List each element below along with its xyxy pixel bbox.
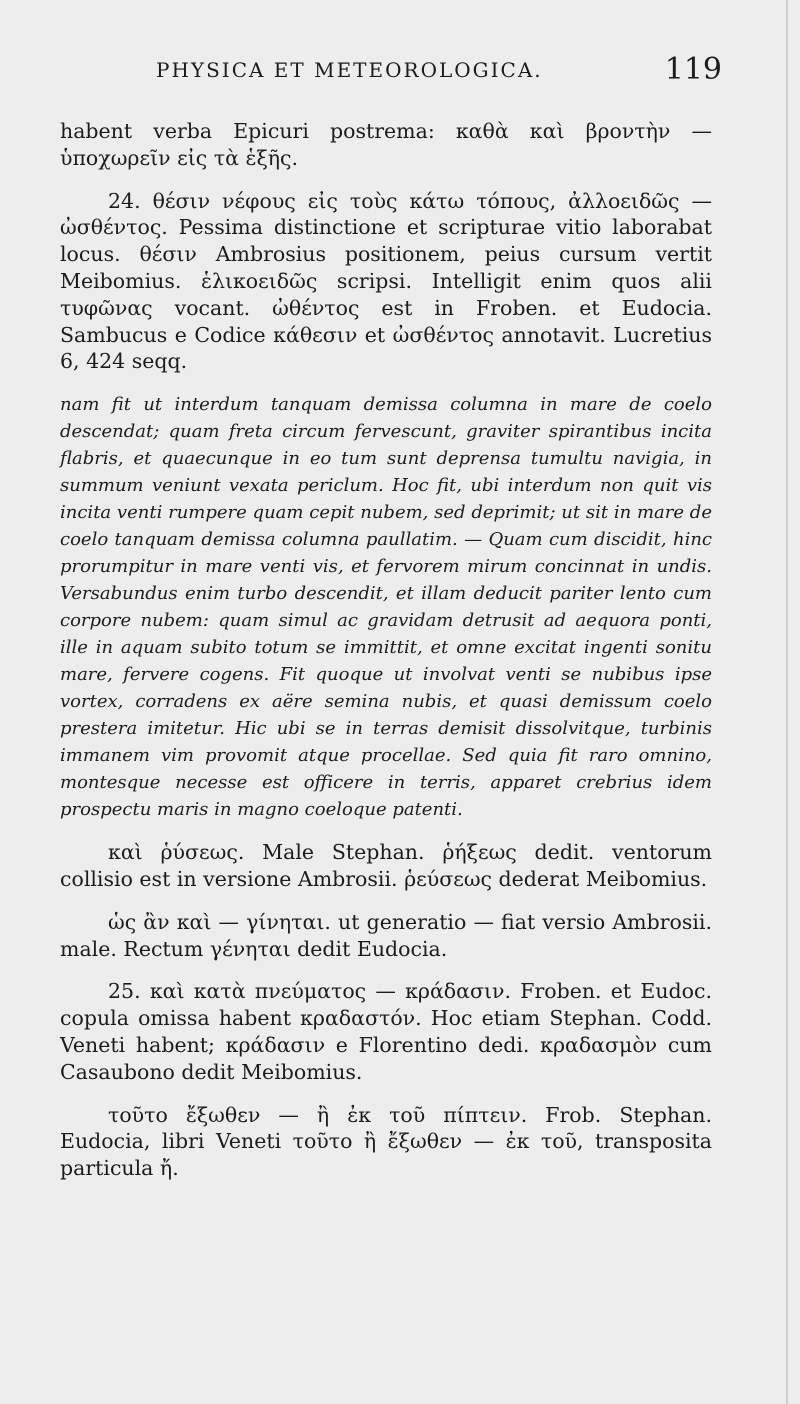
- paragraph-25: 25. καὶ κατὰ πνεύματος — κράδασιν. Froben. et Eudoc. copula omissa habent κραδαστόν. Hoc etiam Stephan. Codd. Veneti habent; κράδασιν e Florentino dedi. κραδασμὸν cum Casaubono dedit Meibomius.: [60, 979, 712, 1084]
- page-content: [60, 52, 722, 1198]
- page-number: 119: [664, 52, 722, 87]
- scan-edge-shadow: [786, 0, 788, 1404]
- running-head: [60, 52, 722, 92]
- lucretius-quotation: nam fit ut interdum tanquam demissa columna in mare de coelo descendat; quam freta circum fervescunt, graviter spirantibus incita flabris, et quaecunque in eo tum sunt deprensa tumultu navigia, in summum veniunt vexata periclum. Hoc fit, ubi interdum non quit vis incita venti rumpere quam cepit nubem, sed deprimit; ut sit in mare de coelo tanquam demissa columna paullatim. — Quam cum discidit, hinc prorumpitur in mare venti vis, et fervorem mirum concinnat in undis. Versabundus enim turbo descendit, et illam deducit pariter lento cum corpore nubem: quam simul ac gravidam detrusit ad aequora ponti, ille in aquam subito totum se immittit, et omne excitat ingenti sonitu mare, fervere cogens. Fit quoque ut involvat venti se nubibus ipse vortex, corradens ex aëre semina nubis, et quasi demissum coelo prestera imitetur. Hic ubi se in terras demisit dissolvitque, turbinis immanem vim provomit atque procellae. Sed quia fit raro omnino, montesque necesse est officere in terris, apparet crebrius idem prospectu maris in magno coeloque patenti.: [60, 394, 712, 821]
- paragraph-exothen: τοῦτο ἔξωθεν — ἢ ἐκ τοῦ πίπτειν. Frob. Stephan. Eudocia, libri Veneti τοῦτο ἢ ἔξωθεν — ἐκ τοῦ, transposita particula ἤ.: [60, 1102, 712, 1181]
- running-title: PHYSICA ET METEOROLOGICA.: [156, 58, 543, 82]
- paragraph-rhyseos: καὶ ῥύσεως. Male Stephan. ῥήξεως dedit. ventorum collisio est in versione Ambrosii. ῥεύσεως dederat Meibomius.: [60, 840, 712, 891]
- paragraph-24: 24. θέσιν νέφους εἰς τοὺς κάτω τόπους, ἀλλοειδῶς — ὠσθέντος. Pessima distinctione et scripturae vitio laborabat locus. θέσιν Ambrosius positionem, peius cursum vertit Meibomius. ἑλικοειδῶς scripsi. Intelligit enim quos alii τυφῶνας vocant. ὠθέντος est in Froben. et Eudocia. Sambucus e Codice κάθεσιν et ὠσθέντος annotavit. Lucretius 6, 424 seqq.: [60, 188, 712, 374]
- paragraph-epicurus: habent verba Epicuri postrema: καθὰ καὶ βροντὴν — ὑποχωρεῖν εἰς τὰ ἑξῆς.: [60, 119, 712, 170]
- paragraph-ginetai: ὡς ἂν καὶ — γίνηται. ut generatio — fiat versio Ambrosii. male. Rectum γένηται dedit Eudocia.: [60, 909, 712, 961]
